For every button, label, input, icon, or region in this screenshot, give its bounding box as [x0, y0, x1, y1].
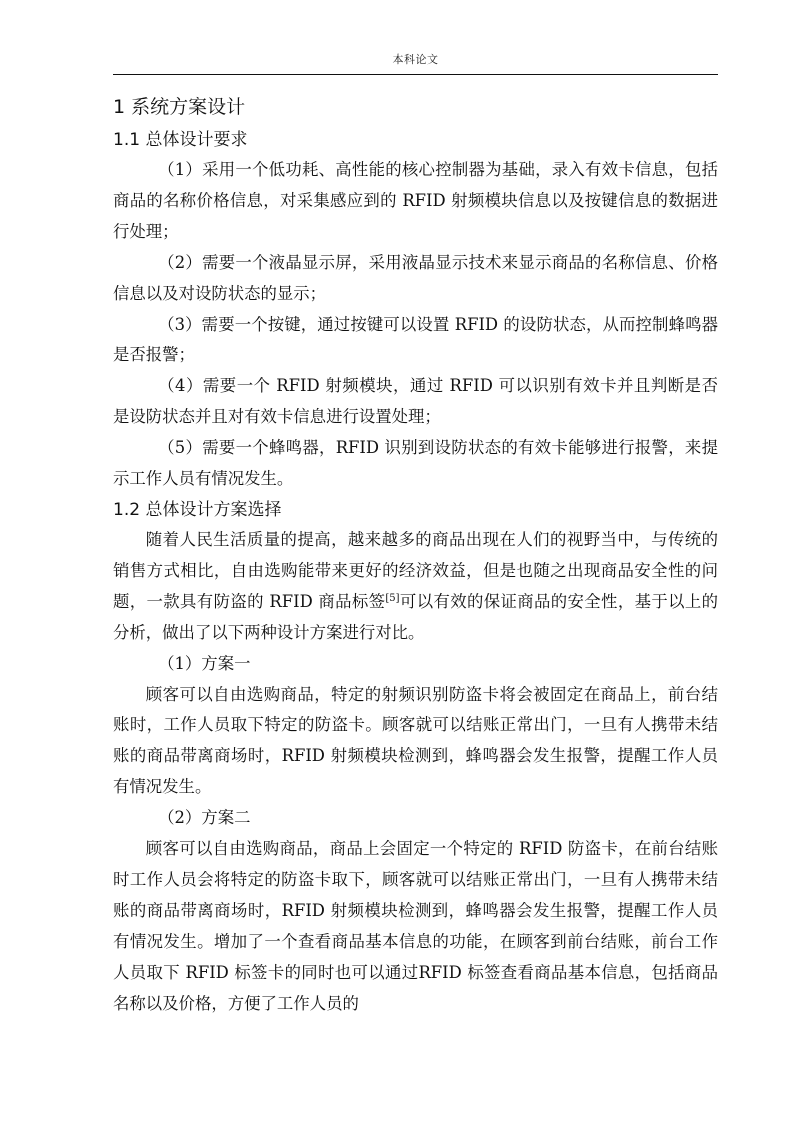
section-1-heading: 1 系统方案设计 [113, 96, 246, 118]
requirement-item-3: （3）需要一个按键，通过按键可以设置 RFID 的设防状态，从而控制蜂鸣器是否报警； [113, 314, 718, 365]
intro-text-part-2: 可以有效的保证商品的安全性，基于以上的分析，做出了以下两种设计方案进行对比。 [113, 591, 719, 642]
intro-text-part-1: 随着人民生活质量的提高，越来越多的商品出现在人们的视野当中，与传统的销售方式相比，自由选购能带来更好的经济效益，但是也随之出现商品安全性的问题，一款具有防盗的 RFID 商品标签 [113, 529, 718, 611]
plan-2-label: （2）方案二 [158, 808, 251, 828]
page-body [113, 91, 718, 1019]
page-header: 本科论文 [392, 53, 439, 66]
requirement-item-5: （5）需要一个蜂鸣器，RFID 识别到设防状态的有效卡能够进行报警，来提示工作人员有情况发生。 [113, 438, 718, 489]
plan-1-paragraph: 顾客可以自由选购商品，特定的射频识别防盗卡将会被固定在商品上，前台结账时，工作人员取下特定的防盗卡。顾客就可以结账正常出门，一旦有人携带未结账的商品带离商场时，RFID 射频模块检测到，蜂鸣器会发生报警，提醒工作人员有情况发生。 [113, 684, 718, 797]
section-1-2-heading: 1.2 总体设计方案选择 [113, 499, 282, 520]
plan-1-label: （1）方案一 [158, 653, 251, 673]
section-1-1-heading: 1.1 总体设计要求 [113, 130, 248, 150]
intro-paragraph [113, 525, 718, 649]
requirement-item-1: （1）采用一个低功耗、高性能的核心控制器为基础，录入有效卡信息，包括商品的名称价格信息，对采集感应到的 RFID 射频模块信息以及按键信息的数据进行处理； [113, 160, 718, 241]
requirement-item-4: （4）需要一个 RFID 射频模块，通过 RFID 可以识别有效卡并且判断是否是设防状态并且对有效卡信息进行设置处理； [113, 376, 718, 427]
header-divider [113, 74, 718, 75]
requirement-item-2: （2）需要一个液晶显示屏，采用液晶显示技术来显示商品的名称信息、价格信息以及对设防状态的显示； [113, 252, 718, 303]
plan-2-paragraph: 顾客可以自由选购商品，商品上会固定一个特定的 RFID 防盗卡，在前台结账时工作人员会将特定的防盗卡取下，顾客就可以结账正常出门，一旦有人携带未结账的商品带离商场时，RFID 射频模块检测到，蜂鸣器会发生报警，提醒工作人员有情况发生。增加了一个查看商品基本信息的功能，在顾客到前台结账，前台工作人员取下 RFID 标签卡的同时也可以通过RFID 标签查看商品基本信息，包括商品名称以及价格，方便了工作人员的 [113, 839, 718, 1013]
citation-ref: [5] [385, 592, 400, 604]
